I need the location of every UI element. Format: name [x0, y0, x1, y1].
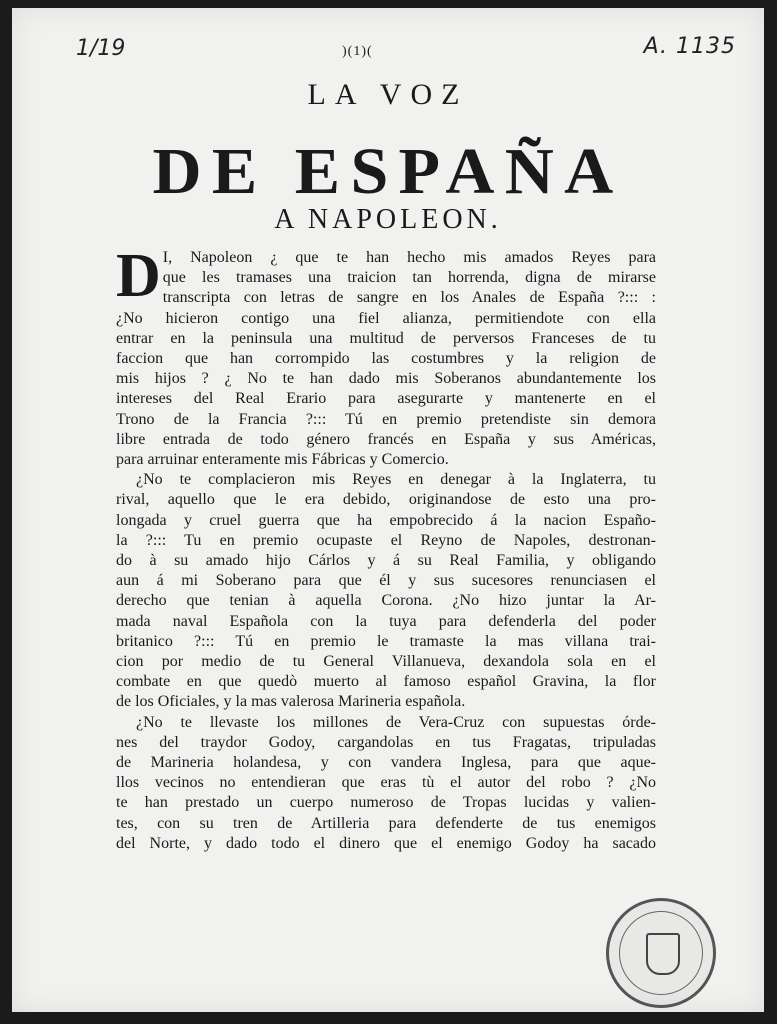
- text-line: britanico ?::: Tú en premio le tramaste la mas villana trai-: [116, 632, 656, 650]
- text-line: I, Napoleon ¿ que te han hecho mis amados Reyes para: [162, 249, 656, 266]
- handwritten-folio-right: A. 1135: [643, 34, 736, 59]
- text-line: combate en que quedò muerto al famoso español Gravina, la flor: [116, 673, 656, 691]
- drop-cap: D: [116, 242, 161, 310]
- text-line: tes, con su tren de Artilleria para defenderte de tus enemigos: [116, 814, 656, 832]
- coat-of-arms-icon: [646, 933, 680, 975]
- text-line: derecho que tenian à aquella Corona. ¿No hizo juntar la Ar-: [116, 592, 656, 610]
- text-line: la ?::: Tu en premio ocupaste el Reyno de Napoles, destronan-: [116, 531, 656, 549]
- text-line: intereses del Real Erario para asegurarte y mantenerte en el: [116, 390, 656, 408]
- text-line: do à su amado hijo Cárlos y á su Real Familia, y obligando: [116, 552, 656, 570]
- text-line: libre entrada de todo género francés en España y sus Américas,: [116, 430, 656, 448]
- library-stamp: [606, 898, 716, 1008]
- text-line: te han prestado un cuerpo numeroso de Tropas lucidas y valien-: [116, 794, 656, 812]
- text-line: mis hijos ? ¿ No te han dado mis Soberanos abundantemente los: [116, 370, 656, 388]
- title-line-2: DE ESPAÑA: [152, 135, 624, 208]
- body-text: [116, 242, 656, 854]
- text-line: transcripta con letras de sangre en los Anales de España ?::: :: [162, 289, 656, 307]
- text-line: longada y cruel guerra que ha empobrecido á la nacion Españo-: [116, 511, 656, 529]
- text-line: Trono de la Francia ?::: Tú en premio pretendiste sin demora: [116, 410, 656, 428]
- title-line-3: A NAPOLEON.: [274, 204, 502, 235]
- handwritten-folio-left: 1/19: [76, 36, 126, 61]
- text-line: aun á mi Soberano para que él y sus sucesores renunciasen el: [116, 572, 656, 590]
- text-line: del Norte, y dado todo el dinero que el enemigo Godoy ha sacado: [116, 834, 656, 852]
- text-line: ¿No hicieron contigo una fiel alianza, permitiendote con ella: [116, 309, 656, 327]
- title-line-1: LA VOZ: [307, 78, 469, 111]
- text-line: rival, aquello que le era debido, originandose de esto una pro-: [116, 491, 656, 509]
- text-line: faccion que han corrompido las costumbres y la religion de: [116, 350, 656, 368]
- page-number: )(1)(: [342, 44, 373, 59]
- text-line: cion por medio de tu General Villanueva, dexandola sola en el: [116, 653, 656, 671]
- text-line: llos vecinos no entendieran que eras tù el autor del robo ? ¿No: [116, 774, 656, 792]
- text-line: entrar en la peninsula una multitud de perversos Franceses de tu: [116, 329, 656, 347]
- text-line: ¿No te complacieron mis Reyes en denegar à la Inglaterra, tu: [136, 471, 656, 489]
- text-line: nes del traydor Godoy, cargandolas en tus Fragatas, tripuladas: [116, 733, 656, 751]
- text-line: que les tramases una traicion tan horrenda, digna de mirarse: [162, 269, 656, 287]
- text-line: de los Oficiales, y la mas valerosa Marineria española.: [116, 693, 466, 711]
- document-page: [12, 8, 764, 1012]
- text-line: de Marineria holandesa, y con vandera Inglesa, para que aque-: [116, 754, 656, 772]
- text-line: mada naval Española con la tuya para defenderla del poder: [116, 612, 656, 630]
- text-line: ¿No te llevaste los millones de Vera-Cruz con supuestas órde-: [136, 713, 656, 731]
- text-line: para arruinar enteramente mis Fábricas y Comercio.: [116, 451, 449, 469]
